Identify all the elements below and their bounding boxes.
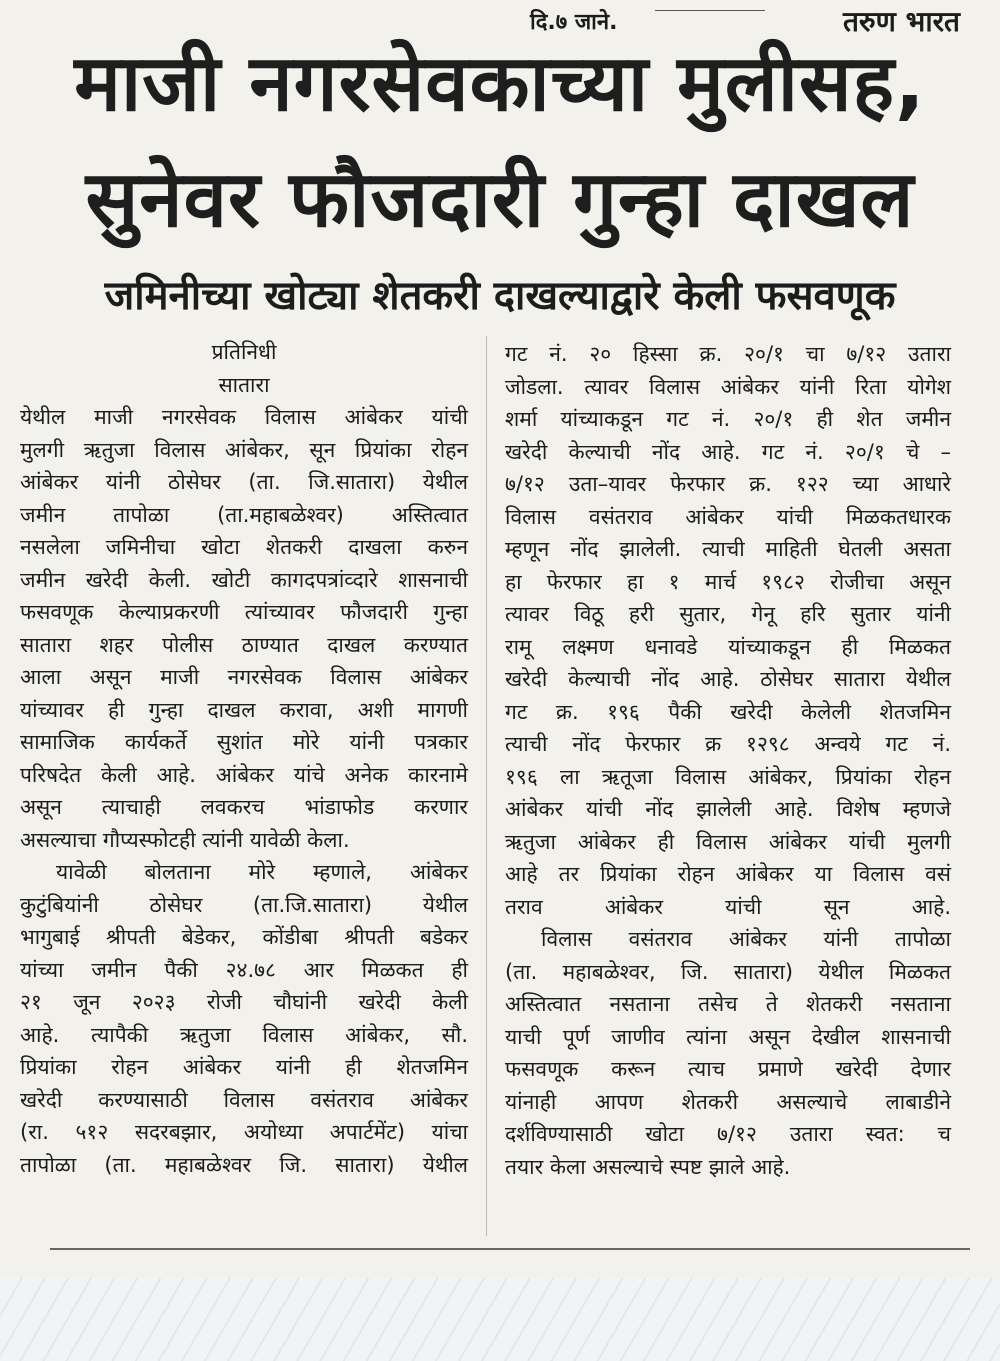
- bottom-rule: [50, 1248, 970, 1250]
- article-line: ७/१२ उता–यावर फेरफार क्र. १२२ च्या आधारे: [505, 472, 951, 496]
- article-line: खरेदी करण्यासाठी विलास वसंतराव आंबेकर: [20, 1087, 468, 1112]
- article-line: (रा. ५१२ सदरबझार, अयोध्या अपार्टमेंट) यांचा: [20, 1120, 468, 1144]
- subheadline: जमिनीच्या खोट्या शेतकरी दाखल्याद्वारे केली फसवणूक: [104, 273, 896, 319]
- article-line: विलास वसंतराव आंबेकर यांची मिळकतधारक: [505, 504, 951, 529]
- article-line: आहे. त्यापैकी ऋतुजा विलास आंबेकर, सौ.: [20, 1022, 468, 1047]
- column-divider: [486, 336, 487, 1236]
- article-line: शर्मा यांच्याकडून गट नं. २०/१ ही शेत जमीन: [505, 407, 951, 431]
- article-line: रामू लक्ष्मण धनावडे यांच्याकडून ही मिळकत: [505, 634, 951, 659]
- article-line: हा फेरफार हा १ मार्च १९८२ रोजीचा असून: [505, 569, 951, 594]
- date-rule: [655, 10, 765, 11]
- article-line: फसवणूक केल्याप्रकरणी त्यांच्यावर फौजदारी गुन्हा: [20, 600, 468, 624]
- article-line: तापोळा (ता. महाबळेश्वर जि. सातारा) येथील: [20, 1152, 468, 1177]
- article-line: आंबेकर यांनी ठोसेघर (ता. जि.सातारा) येथील: [20, 470, 468, 494]
- headline-line-1: माजी नगरसेवकाच्या मुलीसह,: [74, 39, 926, 129]
- article-line: जमीन खरेदी केली. खोटी कागदपत्रांव्दारे शासनाची: [20, 567, 468, 592]
- article-line: भागुबाई श्रीपती बेडेकर, कोंडीबा श्रीपती बडेकर: [20, 925, 468, 949]
- article-line: याची पूर्ण जाणीव त्यांना असून देखील शासनाची: [505, 1024, 951, 1049]
- article-column-right: [505, 338, 951, 1183]
- article-line: येथील माजी नगरसेवक विलास आंबेकर यांची: [20, 405, 468, 429]
- article-line: गट क्र. १९६ पैकी खरेदी केलेली शेतजमिन: [505, 699, 951, 724]
- article-line: १९६ ला ऋतूजा विलास आंबेकर, प्रियांका रोहन: [505, 764, 951, 789]
- article-line: परिषदेत केली आहे. आंबेकर यांचे अनेक कारनामे: [20, 762, 468, 787]
- article-line: यांच्या जमीन पैकी २४.७८ आर मिळकत ही: [20, 957, 468, 982]
- article-line: असून त्याचाही लवकरच भांडाफोड करणार: [20, 795, 468, 819]
- article-line: नसलेला जमिनीचा खोटा शेतकरी दाखला करुन: [20, 535, 468, 559]
- article-line: आंबेकर यांची नोंद झालेली आहे. विशेष म्हणजे: [505, 797, 951, 821]
- article-line: त्याची नोंद फेरफार क्र १२९८ अन्वये गट नं.: [505, 732, 951, 756]
- article-line: प्रियांका रोहन आंबेकर यांनी ही शेतजमिन: [20, 1055, 468, 1079]
- background-pattern: [0, 1278, 1000, 1361]
- left-column-body: [20, 401, 468, 1181]
- article-line: सामाजिक कार्यकर्ते सुशांत मोरे यांनी पत्रकार: [20, 730, 468, 754]
- right-column-body: [505, 338, 951, 1183]
- article-line: (ता. महाबळेश्वर, जि. सातारा) येथील मिळकत: [505, 959, 951, 984]
- article-line: जमीन तापोळा (ता.महाबळेश्वर) अस्तित्वात: [20, 502, 468, 527]
- article-line: आला असून माजी नगरसेवक विलास आंबेकर: [20, 665, 468, 689]
- article-line: तयार केला असल्याचे स्पष्ट झाले आहे.: [505, 1154, 791, 1179]
- article-line: आहे तर प्रियांका रोहन आंबेकर या विलास वसं: [505, 862, 951, 886]
- article-line: जोडला. त्यावर विलास आंबेकर यांनी रिता योगेश: [505, 374, 951, 399]
- article-line: २१ जून २०२३ रोजी चौघांनी खरेदी केली: [20, 990, 468, 1014]
- article-line: तराव आंबेकर यांची सून आहे.: [505, 894, 951, 919]
- byline-place: सातारा: [218, 372, 270, 397]
- headline-line-2: सुनेवर फौजदारी गुन्हा दाखल: [85, 155, 915, 245]
- article-line: म्हणून नोंद झालेली. त्याची माहिती घेतली असता: [505, 537, 951, 561]
- article-line: मुलगी ऋतुजा विलास आंबेकर, सून प्रियांका रोहन: [20, 437, 468, 462]
- article-line: अस्तित्वात नसताना तसेच ते शेतकरी नसताना: [505, 992, 951, 1016]
- article-line: फसवणूक करून त्याच प्रमाणे खरेदी देणार: [505, 1057, 951, 1081]
- article-line: विलास वसंतराव आंबेकर यांनी तापोळा: [541, 927, 951, 951]
- article-line: यावेळी बोलताना मोरे म्हणाले, आंबेकर: [56, 860, 468, 884]
- article-line: गट नं. २० हिस्सा क्र. २०/१ चा ७/१२ उतारा: [505, 342, 951, 366]
- newspaper-name: तरुण भारत: [842, 5, 960, 38]
- article-line: सातारा शहर पोलीस ठाण्यात दाखल करण्यात: [20, 632, 468, 657]
- article-line: असल्याचा गौप्यस्फोटही त्यांनी यावेळी केला.: [20, 827, 350, 852]
- article-column-left: [20, 336, 468, 1181]
- article-line: खरेदी केल्याची नोंद आहे. गट नं. २०/१ चे –: [505, 439, 951, 464]
- article-line: त्यावर विठू हरी सुतार, गेनू हरि सुतार यांनी: [505, 602, 951, 626]
- byline-author: प्रतिनिधी: [211, 340, 277, 364]
- article-line: यांच्यावर ही गुन्हा दाखल करावा, अशी मागणी: [20, 697, 468, 722]
- article-line: यांनाही आपण शेतकरी असल्याचे लाबाडीने: [505, 1089, 951, 1114]
- article-line: दर्शविण्यासाठी खोटा ७/१२ उतारा स्वत: च: [505, 1122, 951, 1146]
- edition-date: दि.७ जाने.: [530, 10, 618, 35]
- article-line: ऋतुजा आंबेकर ही विलास आंबेकर यांची मुलगी: [505, 829, 951, 854]
- article-line: खरेदी केल्याची नोंद आहे. ठोसेघर सातारा येथील: [505, 667, 951, 691]
- article-line: कुटुंबियांनी ठोसेघर (ता.जि.सातारा) येथील: [20, 892, 468, 917]
